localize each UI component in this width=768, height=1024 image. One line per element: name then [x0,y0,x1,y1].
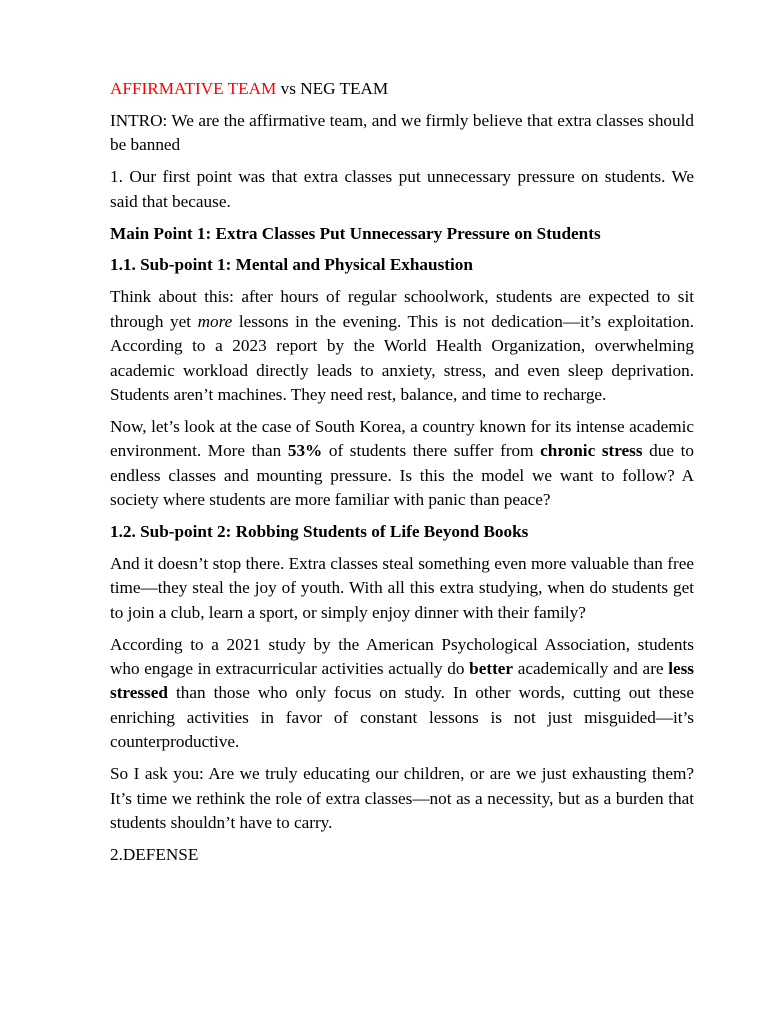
exhaustion-paragraph [110,285,694,407]
document-page [110,77,694,875]
sub-point-1-2-heading: 1.2. Sub-point 2: Robbing Students of Life Beyond Books [110,522,529,541]
first-point-paragraph: 1. Our first point was that extra classes put unnecessary pressure on students. We said that because. [110,167,694,211]
emphasis-better: better [469,659,514,679]
stat-53-percent: 53% [287,441,323,461]
main-point-1-heading: Main Point 1: Extra Classes Put Unnecessary Pressure on Students [110,223,601,243]
south-korea-text-end: due to endless classes and mounting pressure. Is this the model we want to follow? A society where students are more familiar with panic than peace? [110,441,694,510]
exhaustion-text-start: Think about this: after hours of regular schoolwork, students are expected to sit through yet [110,287,694,331]
apa-text-mid: academically and are [513,659,669,679]
south-korea-paragraph [110,415,694,513]
emphasis-less-stressed: less stressed [110,659,694,703]
defense-heading: 2.DEFENSE [110,844,199,864]
closing-question-paragraph: So I ask you: Are we truly educating our children, or are we just exhausting them? It’s time we rethink the role of extra classes—not as a necessity, but as a burden that students shouldn’t have to carry. [110,764,694,832]
exhaustion-text-end: lessons in the evening. This is not dedication—it’s exploitation. According to a 2023 report by the World Health Organization, overwhelming academic workload directly leads to anxiety, stress, and even sleep deprivation. Students aren’t machines. They need rest, balance, and time to recharge. [110,311,694,404]
apa-study-paragraph [110,633,694,755]
sub-point-1-1-heading: 1.1. Sub-point 1: Mental and Physical Exhaustion [110,255,473,275]
debate-title [110,77,694,101]
south-korea-text-start: Now, let’s look at the case of South Korea, a country known for its intense academic environment. More than [110,416,694,461]
apa-text-end: than those who only focus on study. In other words, cutting out these enriching activities in favor of constant lessons is not just misguided—it’s counterproductive. [110,683,694,752]
apa-text-start: According to a 2021 study by the American Psychological Association, students who engage in extracurricular activities actually do [110,634,694,679]
versus-neg-team-label: vs NEG TEAM [276,79,389,98]
intro-paragraph: INTRO: We are the affirmative team, and we firmly believe that extra classes should be banned [110,110,694,155]
emphasis-chronic-stress: chronic stress [540,441,643,461]
emphasis-more: more [197,311,233,331]
affirmative-team-label: AFFIRMATIVE TEAM [110,79,277,98]
joy-of-youth-paragraph: And it doesn’t stop there. Extra classes steal something even more valuable than free time—they steal the joy of youth. With all this extra studying, when do students get to join a club, learn a sport, or simply enjoy dinner with their family? [110,553,694,622]
south-korea-text-mid: of students there suffer from [322,441,541,461]
